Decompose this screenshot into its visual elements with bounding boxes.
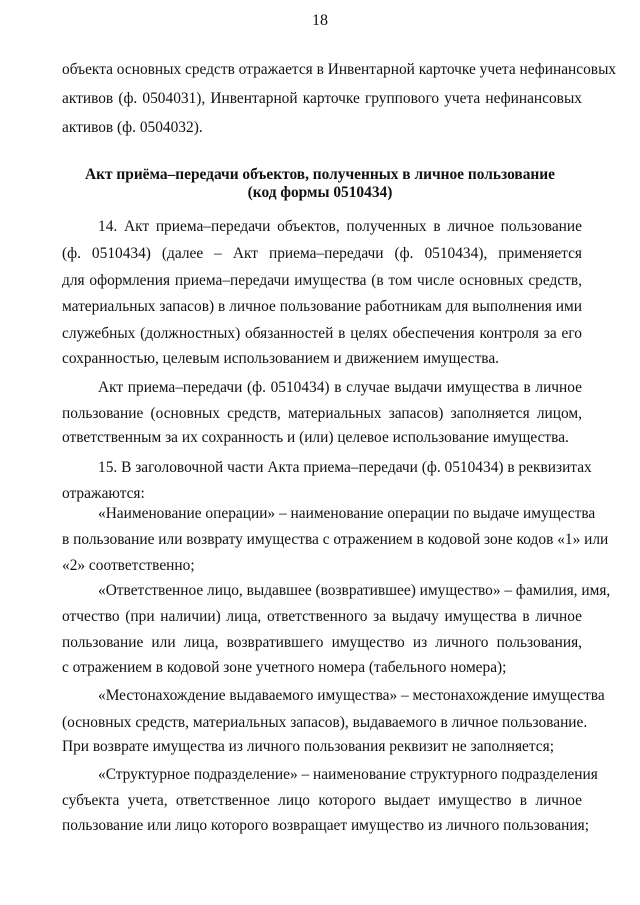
- paragraph-line: служебных (должностных) обязанностей в целях обеспечения контроля за его: [62, 325, 582, 342]
- paragraph-line: «Местонахождение выдаваемого имущества» – местонахождение имущества: [98, 687, 605, 704]
- paragraph-line: 15. В заголовочной части Акта приема–передачи (ф. 0510434) в реквизитах: [98, 459, 592, 476]
- paragraph-line: субъекта учета, ответственное лицо которого выдает имущество в личное: [62, 792, 582, 809]
- paragraph-line: «Ответственное лицо, выдавшее (возвратившее) имущество» – фамилия, имя,: [98, 582, 611, 599]
- paragraph-line: «Структурное подразделение» – наименование структурного подразделения: [98, 766, 598, 783]
- paragraph-line: для оформления приема–передачи имущества (в том числе основных средств,: [62, 272, 582, 289]
- intro-line: активов (ф. 0504032).: [62, 119, 203, 136]
- paragraph-line: с отражением в кодовой зоне учетного номера (табельного номера);: [62, 659, 507, 676]
- paragraph-line: (ф. 0510434) (далее – Акт приема–передачи (ф. 0510434), применяется: [62, 245, 582, 262]
- paragraph-line: пользование или лица, возвратившего имущество из личного пользования,: [62, 634, 582, 651]
- paragraph-line: 14. Акт приема–передачи объектов, полученных в личное пользование: [98, 218, 582, 235]
- section-heading-form-code: (код формы 0510434): [247, 184, 393, 201]
- paragraph-line: материальных запасов) в личное пользование работникам для выполнения ими: [62, 298, 582, 315]
- paragraph-line: «Наименование операции» – наименование операции по выдаче имущества: [98, 505, 596, 522]
- paragraph-line: пользование (основных средств, материальных запасов) заполняется лицом,: [62, 405, 582, 422]
- paragraph-line: ответственным за их сохранность и (или) целевое использование имущества.: [62, 429, 569, 446]
- intro-line: объекта основных средств отражается в Инвентарной карточке учета нефинансовых: [62, 61, 617, 78]
- paragraph-line: отчество (при наличии) лица, ответственного за выдачу имущества в личное: [62, 608, 582, 625]
- paragraph-line: в пользование или возврату имущества с отражением в кодовой зоне кодов «1» или: [62, 531, 609, 548]
- paragraph-line: (основных средств, материальных запасов), выдаваемого в личное пользование.: [62, 714, 588, 731]
- section-heading-title: Акт приёма–передачи объектов, полученных в личное пользование: [85, 166, 555, 183]
- paragraph-line: «2» соответственно;: [62, 557, 195, 574]
- paragraph-line: отражаются:: [62, 485, 145, 502]
- paragraph-line: При возврате имущества из личного пользования реквизит не заполняется;: [62, 738, 554, 755]
- paragraph-line: Акт приема–передачи (ф. 0510434) в случае выдачи имущества в личное: [98, 379, 582, 396]
- intro-line: активов (ф. 0504031), Инвентарной карточке группового учета нефинансовых: [62, 90, 582, 107]
- page-number: 18: [312, 12, 328, 29]
- paragraph-line: пользование или лицо которого возвращает имущество из личного пользования;: [62, 817, 589, 834]
- paragraph-line: сохранностью, целевым использованием и движением имущества.: [62, 350, 500, 367]
